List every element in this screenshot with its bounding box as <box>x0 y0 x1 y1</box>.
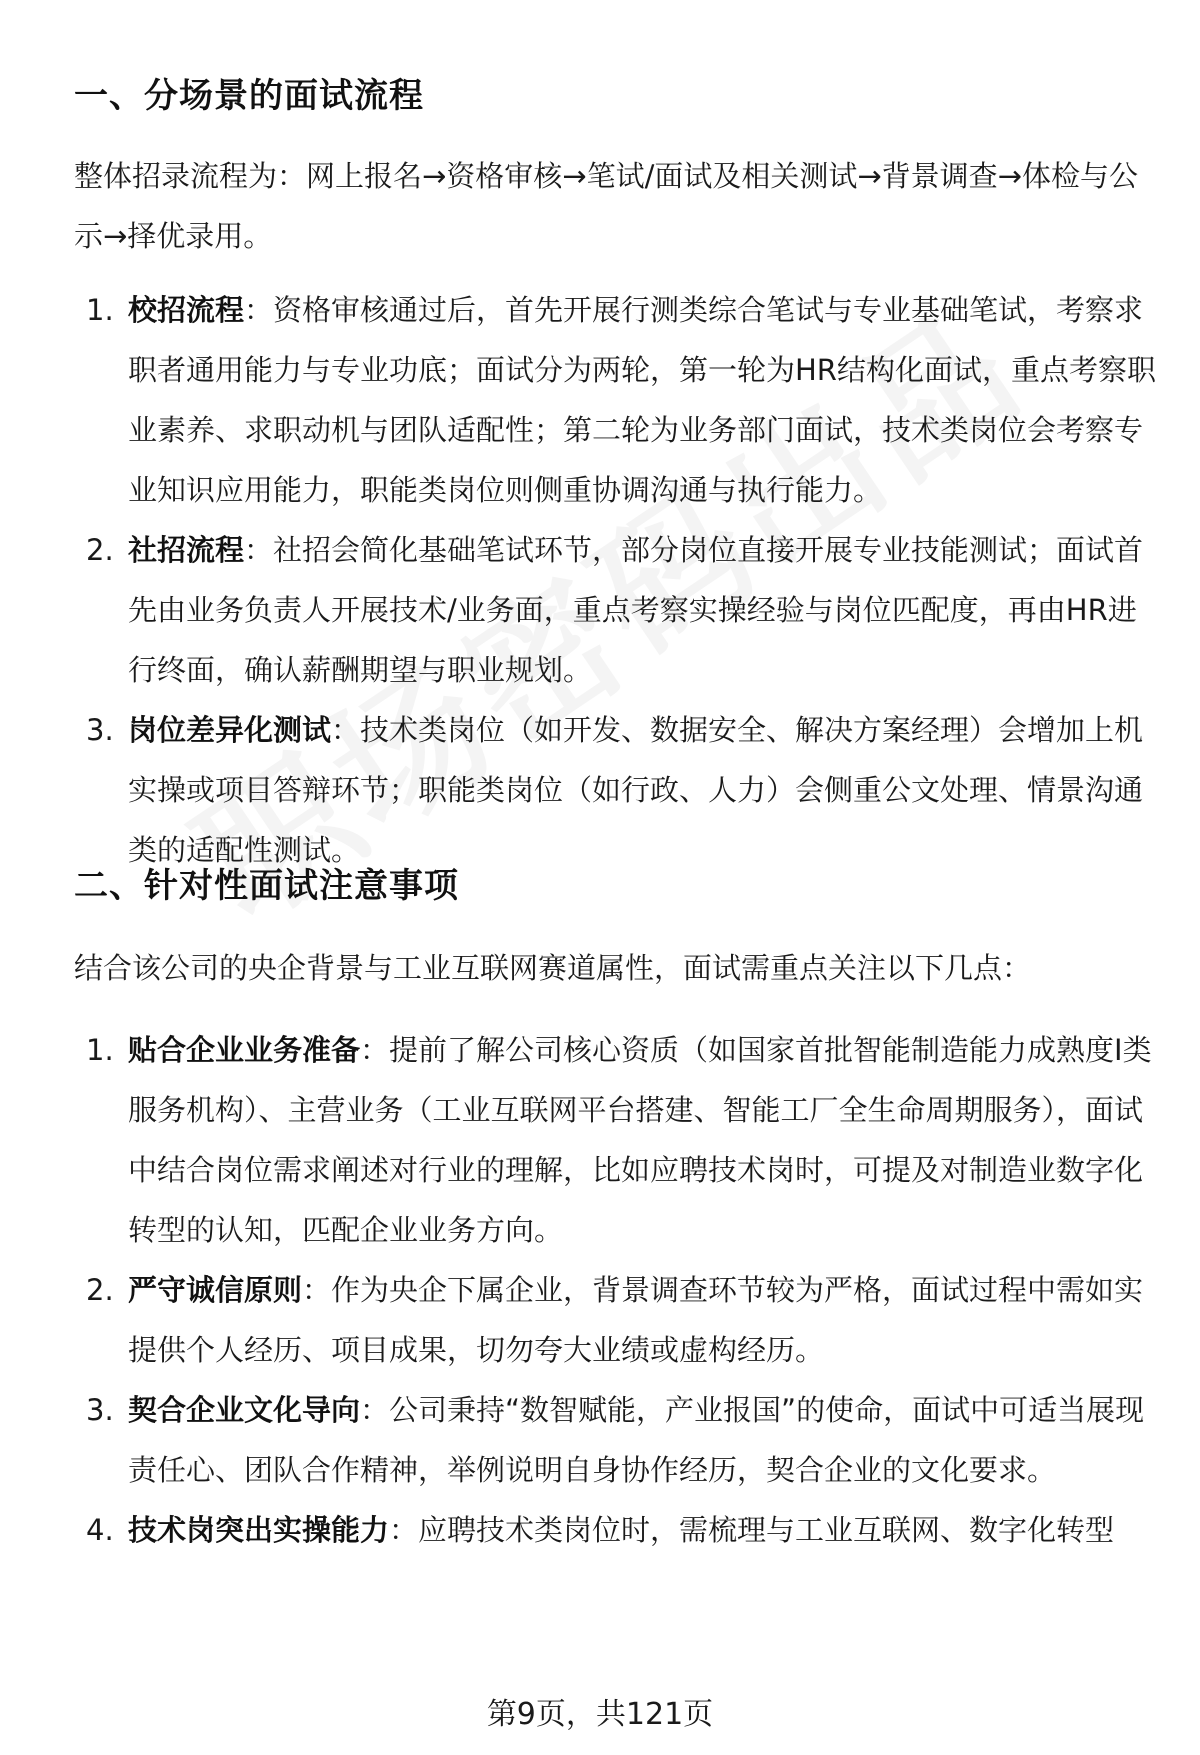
item-text: ：技术类岗位（如开发、数据安全、解决方案经理）会增加上机实操或项目答辩环节；职能类岗位（如行政、人力）会侧重公文处理、情景沟通类的适配性测试。 <box>128 713 1144 867</box>
item-title: 契合企业文化导向 <box>128 1393 361 1427</box>
item-text: ：社招会简化基础笔试环节，部分岗位直接开展专业技能测试；面试首先由业务负责人开展技术/业务面，重点考察实操经验与岗位匹配度，再由HR进行终面，确认薪酬期望与职业规划。 <box>128 533 1144 687</box>
item-title: 校招流程 <box>128 293 245 327</box>
list-item <box>0 1260 1200 1380</box>
item-title: 严守诚信原则 <box>128 1273 303 1307</box>
item-text: ：应聘技术类岗位时，需梳理与工业互联网、数字化转型 <box>389 1513 1115 1547</box>
section1-heading: 一、分场景的面试流程 <box>74 76 424 116</box>
list-item <box>0 1380 1200 1500</box>
list-number: 1. <box>86 1033 114 1067</box>
item-text: ：公司秉持“数智赋能，产业报国”的使命，面试中可适当展现责任心、团队合作精神，举例说明自身协作经历，契合企业的文化要求。 <box>128 1393 1145 1487</box>
item-title: 贴合企业业务准备 <box>128 1033 361 1067</box>
list-item <box>0 1500 1200 1560</box>
section2-list <box>0 1020 1200 1560</box>
item-text: ：资格审核通过后，首先开展行测类综合笔试与专业基础笔试，考察求职者通用能力与专业功底；面试分为两轮，第一轮为HR结构化面试，重点考察职业素养、求职动机与团队适配性；第二轮为业务部门面试，技术类岗位会考察专业知识应用能力，职能类岗位则侧重协调沟通与执行能力。 <box>128 293 1156 507</box>
item-title: 岗位差异化测试 <box>128 713 332 747</box>
section2-heading: 二、针对性面试注意事项 <box>74 866 459 906</box>
list-item <box>0 700 1200 880</box>
page-footer: 第9页，共121页 <box>486 1697 714 1732</box>
list-item <box>0 520 1200 700</box>
item-title: 社招流程 <box>128 533 245 567</box>
list-number: 1. <box>86 293 114 327</box>
section1-intro: 整体招录流程为：网上报名→资格审核→笔试/面试及相关测试→背景调查→体检与公示→择优录用。 <box>74 159 1138 253</box>
list-number: 4. <box>86 1513 114 1547</box>
list-item <box>0 280 1200 520</box>
item-text: ：提前了解公司核心资质（如国家首批智能制造能力成熟度Ⅰ类服务机构）、主营业务（工业互联网平台搭建、智能工厂全生命周期服务），面试中结合岗位需求阐述对行业的理解，比如应聘技术岗时，可提及对制造业数字化转型的认知，匹配企业业务方向。 <box>128 1033 1152 1247</box>
section1-list <box>0 280 1200 880</box>
list-number: 2. <box>86 1273 114 1307</box>
list-item <box>0 1020 1200 1260</box>
item-title: 技术岗突出实操能力 <box>128 1513 390 1547</box>
list-number: 3. <box>86 713 114 747</box>
item-text: ：作为央企下属企业，背景调查环节较为严格，面试过程中需如实提供个人经历、项目成果，切勿夸大业绩或虚构经历。 <box>128 1273 1144 1367</box>
list-number: 3. <box>86 1393 114 1427</box>
list-number: 2. <box>86 533 114 567</box>
section2-intro: 结合该公司的央企背景与工业互联网赛道属性，面试需重点关注以下几点： <box>74 951 1032 985</box>
